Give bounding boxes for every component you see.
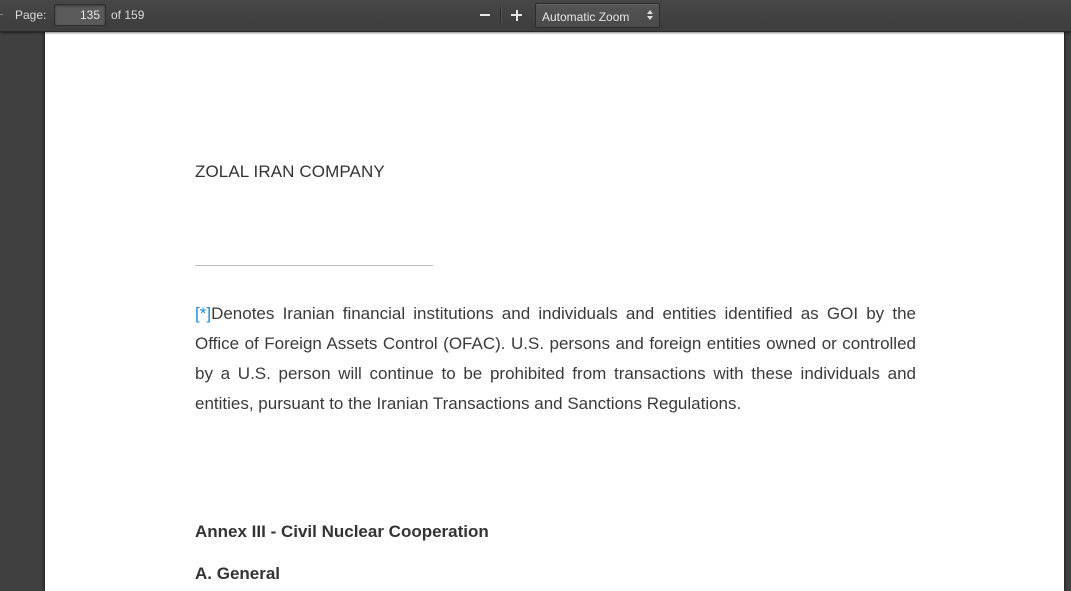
zoom-in-button[interactable]: [504, 4, 530, 26]
page-label: Page:: [15, 8, 47, 22]
company-name: ZOLAL IRAN COMPANY: [195, 162, 385, 181]
footnote-text: Denotes Iranian financial institutions and individuals and entities identified as GOI by the Office of Foreign Assets Control (OFAC). U.S. persons and foreign entities owned or controlled by a U.S. person will continue to be prohibited from transactions with these individuals and entities, pursuant to the Iranian Transactions and Sanctions Regulations.: [195, 304, 916, 413]
page-number-input[interactable]: [54, 4, 106, 26]
plus-icon-vertical: [516, 10, 518, 21]
document-viewer[interactable]: [0, 31, 1071, 582]
toolbar-separator: [500, 7, 501, 23]
page-count: of 159: [111, 8, 145, 22]
zoom-select[interactable]: [535, 3, 660, 28]
zoom-select-value: Automatic Zoom: [542, 10, 630, 24]
select-arrows-icon: [647, 8, 653, 22]
section-heading: A. General: [195, 564, 281, 583]
footnote-divider: [195, 265, 433, 266]
footnote-reference-link[interactable]: [*]: [195, 304, 212, 323]
annex-heading: Annex III - Civil Nuclear Cooperation: [195, 522, 489, 541]
zoom-out-button[interactable]: [472, 4, 498, 26]
sidebar-toggle-grip[interactable]: [0, 14, 3, 15]
pdf-page: [45, 31, 1064, 591]
footnote-paragraph: [195, 299, 916, 419]
pdf-toolbar: [0, 0, 1071, 32]
minus-icon: [480, 14, 490, 16]
